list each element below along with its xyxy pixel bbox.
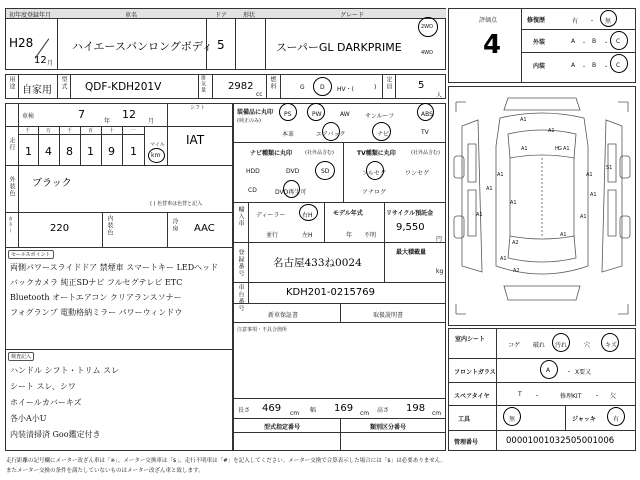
seat-burn: コゲ (508, 342, 521, 349)
chassis-value: KDH201-0215769 (286, 287, 376, 298)
nav-dvd-play: DVD再生可 (275, 189, 307, 196)
score-value: 4 (483, 30, 502, 60)
equip-leather: 本革 (282, 131, 295, 138)
digit-4: 9 (108, 145, 115, 158)
row-two (5, 74, 446, 99)
seat-scratch: キズ (605, 342, 617, 349)
digit-5: 1 (130, 145, 137, 158)
equip-ps-circle (279, 103, 297, 121)
spare-dot2: ・ (594, 393, 601, 400)
dmg-mark-18: G (558, 146, 562, 152)
recycle-value: 9,550 (396, 222, 425, 233)
inspection-year-unit: 年 (104, 118, 111, 125)
seat-hole: 穴 (584, 342, 591, 349)
int-b: B (592, 62, 597, 69)
ext-a: A (571, 38, 576, 45)
digit-label-1: 万 (46, 128, 52, 134)
length-unit: cm (290, 410, 300, 417)
jack-circle (607, 407, 625, 426)
nav-sd: SD (321, 168, 330, 175)
spare-kit: 修理KIT (560, 393, 582, 400)
spare-dot1: ・ (534, 393, 541, 400)
equip-abs-circle (417, 103, 434, 121)
seat-stain: 汚れ (555, 342, 568, 349)
seat-scratch-circle (601, 333, 619, 352)
chassis-label: 車台番号 (237, 284, 244, 312)
score-label: 評価点 (479, 17, 498, 24)
nav-type-label: ナビ種類に丸印 (250, 150, 293, 157)
spare-label: スペアタイヤ (454, 393, 490, 400)
reg-month: 12 (34, 55, 47, 66)
mileage-unit: km (151, 152, 161, 159)
nav-type-sub: (社外品含む) (305, 150, 334, 156)
type-value: QDF-KDH201V (85, 81, 162, 93)
int-c: C (616, 62, 621, 69)
dmg-mark-14: A1 (586, 172, 593, 178)
digit-label-5: 一 (130, 128, 136, 134)
dmg-mark-17: H (555, 146, 559, 152)
exterior-label: 外装色 (8, 176, 15, 197)
tools-label: 工具 (458, 416, 471, 423)
int-dot1: ・ (581, 64, 588, 71)
digit-1: 4 (45, 145, 52, 158)
mileage-unit-label: マイル (150, 142, 165, 148)
tv-analog: アナログ (362, 189, 387, 196)
spare-t: T (518, 391, 522, 398)
jack-label: ジャッキ (572, 416, 596, 423)
jack-value: 有 (613, 416, 620, 423)
mileage-label: 走行 (8, 137, 15, 151)
dmg-mark-11: A1 (500, 256, 507, 262)
import-label: 輸入車 (237, 206, 244, 227)
width-unit: cm (360, 410, 370, 417)
inspection-month-unit: 月 (148, 118, 155, 125)
doors-value: 5 (217, 38, 225, 52)
ac-value: AAC (194, 223, 215, 234)
int-a: A (571, 62, 576, 69)
grade-label: グレード (340, 12, 365, 19)
tv-fullseg-circle (366, 161, 384, 180)
digit-2: 8 (66, 145, 73, 158)
height-value: 198 (406, 403, 426, 414)
import-right: 右H (302, 212, 313, 219)
inspection-year: 7 (78, 108, 85, 121)
digit-label-4: 十 (109, 128, 115, 134)
interior-color-label: 内装色 (106, 215, 113, 236)
shift-value: IAT (186, 133, 205, 147)
equip-nav-circle (372, 122, 391, 141)
exterior-color: ブラック (32, 178, 72, 189)
digit-label-0: 千 (25, 128, 31, 134)
tools-value: 無 (509, 416, 516, 423)
sales-line-3: Bluetooth オートエアコン クリアランスソナー (10, 293, 182, 302)
ext-b: B (592, 38, 597, 45)
inspection-label: 車検 (22, 113, 35, 120)
inspection-month: 12 (122, 108, 136, 121)
body-label: 形状 (243, 12, 256, 19)
tv-type-sub: (社外品含む) (411, 150, 440, 156)
width-label: 幅 (310, 407, 317, 414)
dmg-mark-1: A1 (520, 117, 527, 123)
dmg-mark-3: A1 (521, 146, 528, 152)
nav-hdd: HDD (246, 168, 260, 175)
dmg-mark-7: A1 (476, 212, 483, 218)
int-c-circle (610, 54, 628, 73)
interior-grade-label: 内装 (533, 63, 546, 70)
note-line-2: シート スレ、シワ (10, 382, 76, 391)
category-label: 類別区分番号 (370, 424, 407, 431)
max-load-label: 最大積載量 (396, 249, 427, 256)
model-name-label: 車名 (125, 12, 138, 19)
note-line-1: ハンドル シフト・トリム スレ (10, 366, 120, 375)
width-value: 169 (334, 403, 354, 414)
seat-label: 室内シート (455, 336, 486, 343)
designation-label: 型式指定番号 (264, 424, 301, 431)
equipment-sub: (純正のみ) (237, 118, 261, 124)
manage-no: 00001001032505001006 (506, 436, 615, 446)
equip-sunroof: サンルーフ (365, 113, 395, 120)
equip-pw: PW (312, 111, 322, 118)
equip-ps: PS (284, 111, 292, 118)
glass-a: A (546, 367, 551, 374)
displacement-label: 排気量 (200, 75, 206, 93)
int-dot2: ・ (603, 64, 610, 71)
footer-line-2: またメーター交換の条件を満たしていないものはメーター改ざん車と致します。 (6, 468, 204, 474)
sales-line-4: フォグランプ 電動格納ミラー パワーウィンドウ (10, 308, 183, 317)
manual-label: 取扱説明書 (373, 312, 404, 319)
fuel-d-circle (313, 77, 332, 96)
dmg-mark-9: A1 (580, 214, 587, 220)
colorcode-label: カラー (7, 216, 13, 234)
dmg-mark-15: S1 (606, 165, 613, 171)
ext-dot1: ・ (581, 40, 588, 47)
tv-oneseg: ワンセグ (405, 170, 430, 177)
capacity-unit: 人 (436, 92, 443, 99)
grade-value: スーパーGL DARKPRIME (276, 41, 402, 54)
model-year-label: モデル年式 (333, 210, 363, 217)
warranty-label: 新車保証書 (268, 312, 299, 319)
model-year-unknown: 不明 (364, 232, 377, 239)
equip-nav: ナビ (377, 131, 390, 138)
first-reg-label: 初年度登録年月 (9, 12, 52, 19)
fuel-label: 燃料 (269, 76, 276, 90)
tools-circle (503, 407, 521, 426)
ext-c-circle (610, 31, 628, 50)
length-label: 長さ (238, 407, 251, 414)
repair-label: 修復歴 (527, 17, 546, 24)
import-right-circle (299, 204, 318, 221)
dmg-mark-16: A1 (497, 172, 504, 178)
fuel-hv: HV・( (337, 86, 354, 93)
capacity-value: 5 (418, 80, 425, 91)
fuel-g: G (300, 84, 305, 91)
equip-pw-circle (307, 103, 325, 121)
sales-points-label: セールスポイント (8, 250, 54, 259)
spare-none: 欠 (610, 393, 617, 400)
height-label: 高さ (377, 407, 390, 414)
tv-fullseg: フルセグ (362, 170, 386, 177)
seat-tear: 破れ (533, 342, 546, 349)
ext-dot2: ・ (603, 40, 610, 47)
digit-0: 1 (25, 145, 32, 158)
tv-type-label: TV種類に丸印 (357, 150, 396, 157)
type-label: 型式 (60, 76, 67, 90)
equip-tv: TV (421, 129, 429, 136)
ext-c: C (616, 38, 621, 45)
repair-yes: 有 (572, 18, 579, 25)
exterior-grade-label: 外装 (533, 39, 546, 46)
fuel-d: D (320, 84, 325, 91)
nav-cd: CD (248, 187, 257, 194)
displacement-value: 2982 (228, 81, 254, 92)
recycle-unit: 円 (436, 236, 443, 243)
note-line-3: ホイールカバーキズ (10, 398, 82, 407)
dmg-mark-8: A1 (590, 192, 597, 198)
repair-no-circle (600, 10, 617, 27)
equipment-label: 装備品に丸印 (237, 109, 274, 116)
length-value: 469 (262, 403, 282, 414)
drive-2wd: 2WD (421, 24, 433, 30)
drive-4wd: 4WD (421, 50, 433, 56)
sales-line-1: 両側パワースライドドア 禁煙車 スマートキー LEDヘッド (10, 263, 219, 272)
capacity-label: 定員 (385, 76, 392, 90)
digit-3: 1 (87, 145, 94, 158)
ac-label: 冷房 (171, 218, 178, 232)
glass-dot: ・ (566, 369, 573, 376)
model-name: ハイエースバンロングボディ (72, 40, 213, 53)
car-diagram (448, 86, 636, 326)
use-value: 自家用 (22, 85, 52, 96)
era-year: H28 (9, 36, 34, 50)
note-line-4: 各小A小U (10, 414, 47, 423)
glass-a-circle (540, 360, 558, 379)
manage-label: 管理番号 (454, 439, 479, 446)
dmg-mark-10: A1 (560, 232, 567, 238)
footer-line-1: 走行距離の記号欄にメーター改ざん車は「※」、メーター交換車は「$」、走行不明車は「#」を記入してください。メーター交換で合算表示した場合には「$」は必要ありません。 (6, 458, 447, 464)
equip-airbag-circle (322, 122, 340, 141)
glass-x: X要又 (575, 369, 592, 376)
height-unit: cm (432, 410, 442, 417)
nav-dvd: DVD (286, 168, 300, 175)
model-year-unit: 年 (346, 232, 353, 239)
seat-stain-circle (552, 333, 570, 352)
nav-dvd-play-circle (283, 180, 300, 198)
shift-label: シフト (190, 105, 206, 111)
notes-label: 注意事項・不具合箇所 (237, 327, 288, 333)
reg-no-label: 登録番号 (237, 249, 244, 277)
digit-label-2: 千 (67, 128, 73, 134)
fuel-hv-close: ) (374, 84, 377, 91)
import-left: 左H (302, 232, 313, 239)
exterior-note: ( ) 色替車は色替と記入 (150, 201, 203, 207)
displacement-unit: cc (256, 91, 263, 98)
use-label: 用途 (8, 76, 15, 90)
max-load-unit: kg (436, 268, 444, 275)
doors-label: ドア (215, 12, 227, 19)
import-parallel: 並行 (266, 232, 279, 239)
repair-no: 無 (605, 18, 612, 25)
dmg-mark-12: A2 (512, 240, 519, 246)
plate-value: 名古屋433ね0024 (273, 257, 362, 269)
sales-line-2: バックカメラ 純正SDナビ フルセグテレビ ETC (10, 278, 183, 287)
recycle-label: リサイクル預託金 (386, 210, 434, 217)
note-line-5: 内装清掃済 Goo鑑定付き (10, 430, 101, 439)
dmg-mark-5: A1 (486, 186, 493, 192)
reg-month-unit: 月 (47, 60, 54, 67)
inspector-notes-label: 検査記入 (8, 352, 34, 361)
import-dealer: ディーラー (256, 212, 286, 219)
dmg-mark-6: A1 (510, 200, 517, 206)
equip-airbag: エアバック (316, 131, 346, 138)
dmg-mark-4: A1 (563, 146, 570, 152)
digit-label-3: 百 (88, 128, 94, 134)
nav-sd-circle (315, 161, 335, 180)
glass-label: フロントガラス (454, 369, 496, 376)
dmg-mark-2: A1 (548, 128, 555, 134)
repair-dot: ・ (589, 18, 596, 25)
colorcode-value: 220 (50, 223, 70, 234)
equip-abs: ABS (421, 111, 433, 118)
dmg-mark-13: A2 (513, 268, 520, 274)
equip-aw: AW (340, 111, 350, 118)
